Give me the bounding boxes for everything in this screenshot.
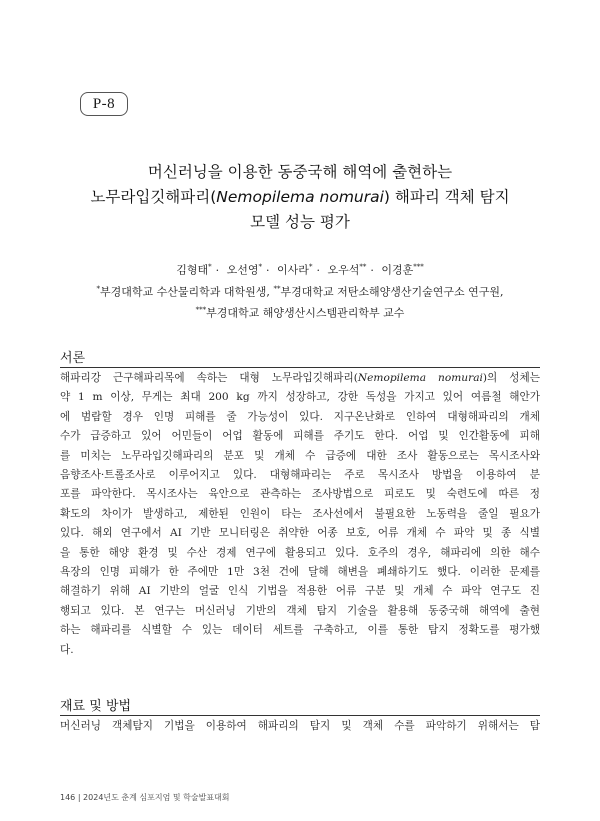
author-list xyxy=(60,258,540,280)
paragraph-line: 를 미치는 노무라입깃해파리의 분포 및 개체 수 급증에 대한 조사 활동으로는 목시조사와 xyxy=(60,449,540,462)
paragraph-line: 행되고 있다. 본 연구는 머신러닝 기반의 객체 탐지 기술을 활용해 동중국해 해역에 출현 xyxy=(60,604,540,617)
paragraph-line: 있다. 해외 연구에서 AI 기반 모니터링은 취약한 어종 보호, 어류 개체 수 파악 및 종 식별 xyxy=(60,527,540,540)
paragraph-line: 포를 파악한다. 목시조사는 육안으로 관측하는 조사방법으로 피로도 및 숙련도에 따른 정 xyxy=(60,488,540,501)
author-name: 오우석 xyxy=(327,263,360,277)
paragraph-line: 하는 해파리를 식별할 수 있는 데이터 세트를 구축하고, 이를 통한 탐지 정확도를 평가했 xyxy=(60,624,540,637)
page-footer: 146 | 2024년도 춘계 심포지엄 및 학술발표대회 xyxy=(60,793,230,802)
affiliation-line-2 xyxy=(60,301,540,323)
author-name: 이사라 xyxy=(277,263,309,277)
title-line-2-pre: 노무라입깃해파리( xyxy=(90,188,217,206)
affiliation-mark: ** xyxy=(273,284,281,293)
species-name: Nemopilema nomurai xyxy=(357,372,483,384)
affiliation-text: 부경대학교 해양생산시스템관리학부 교수 xyxy=(206,306,405,320)
author-name: 이경훈 xyxy=(381,263,414,277)
paragraph-line: 확도의 차이가 발생하고, 제한된 인원이 타는 조사선에서 불필요한 노동력을 줄일 필요가 xyxy=(60,507,540,520)
paragraph-line: 다. xyxy=(60,643,74,656)
section-divider xyxy=(60,715,540,716)
paragraph-line: 에 범람할 경우 인명 피해를 줄 가능성이 있다. 지구온난화로 인하여 대형해파리의 개체 xyxy=(60,410,540,423)
title-line-2-post: ) 해파리 객체 탐지 xyxy=(383,188,510,206)
affiliation-mark: * xyxy=(96,284,101,293)
poster-label-text: P-8 xyxy=(92,95,116,112)
paragraph-line: 해결하기 위해 AI 기반의 얼굴 인식 기법을 적용한 어류 구분 및 개체 수 파악 연구도 진 xyxy=(60,585,540,598)
author-separator: · xyxy=(215,263,220,277)
author-block xyxy=(60,258,540,323)
affiliation-text: 부경대학교 수산물리학과 대학원생, xyxy=(100,285,274,299)
section-heading-methods: 재료 및 방법 xyxy=(60,699,132,714)
poster-label xyxy=(80,92,128,116)
author-mark: * xyxy=(308,263,313,271)
section-heading-intro: 서론 xyxy=(60,351,86,366)
methods-paragraph xyxy=(60,717,540,736)
affiliation-text: 부경대학교 저탄소해양생산기술연구소 연구원, xyxy=(280,285,504,299)
paragraph-line: 욕장의 인명 피해가 한 주에만 1만 3천 건에 달해 해변을 폐쇄하기도 했다. 이러한 문제를 xyxy=(60,566,540,579)
paragraph-line: 을 통한 해양 환경 및 수산 경제 연구에 활용되고 있다. 호주의 경우, 해파리에 의한 해수 xyxy=(60,546,540,559)
section-divider xyxy=(60,367,540,368)
author-name: 김형태 xyxy=(176,263,209,277)
title-line-3: 모델 성능 평가 xyxy=(250,213,350,231)
paragraph-line: 해파리강 근구해파리목에 속하는 대형 노무라입깃해파리(Nemopilema nomurai)의 성체는 xyxy=(60,372,541,384)
paragraph-line: 약 1 m 이상, 무게는 최대 200 kg 까지 성장하고, 강한 독성을 가지고 있어 여름철 해안가 xyxy=(60,391,540,404)
author-mark: * xyxy=(208,263,212,271)
author-mark: *** xyxy=(413,263,424,271)
author-mark: ** xyxy=(359,263,367,271)
author-separator: · xyxy=(266,263,270,277)
author-mark: * xyxy=(258,263,263,271)
affiliation-line-1 xyxy=(60,280,540,302)
intro-paragraph xyxy=(60,369,540,660)
title-line-2 xyxy=(60,185,540,210)
author-separator: · xyxy=(370,263,374,277)
affiliation-mark: *** xyxy=(195,306,207,315)
paragraph-line: 음향조사·트롤조사로 이루어지고 있다. 대형해파리는 주로 목시조사 방법을 이용하여 분 xyxy=(60,469,540,482)
paragraph-line: 수가 급증하고 있어 어민들이 어업 활동에 피해를 주기도 한다. 어업 및 인간활동에 피해 xyxy=(60,430,540,443)
title-species-name: Nemopilema nomurai xyxy=(216,188,384,206)
author-name: 오선영 xyxy=(226,263,259,277)
author-separator: · xyxy=(316,263,320,277)
title-line-1: 머신러닝을 이용한 동중국해 해역에 출현하는 xyxy=(147,163,453,181)
paper-title xyxy=(60,160,540,235)
paragraph-line: 머신러닝 객체탐지 기법을 이용하여 해파리의 탐지 및 객체 수를 파악하기 위해서는 탐 xyxy=(60,720,540,732)
